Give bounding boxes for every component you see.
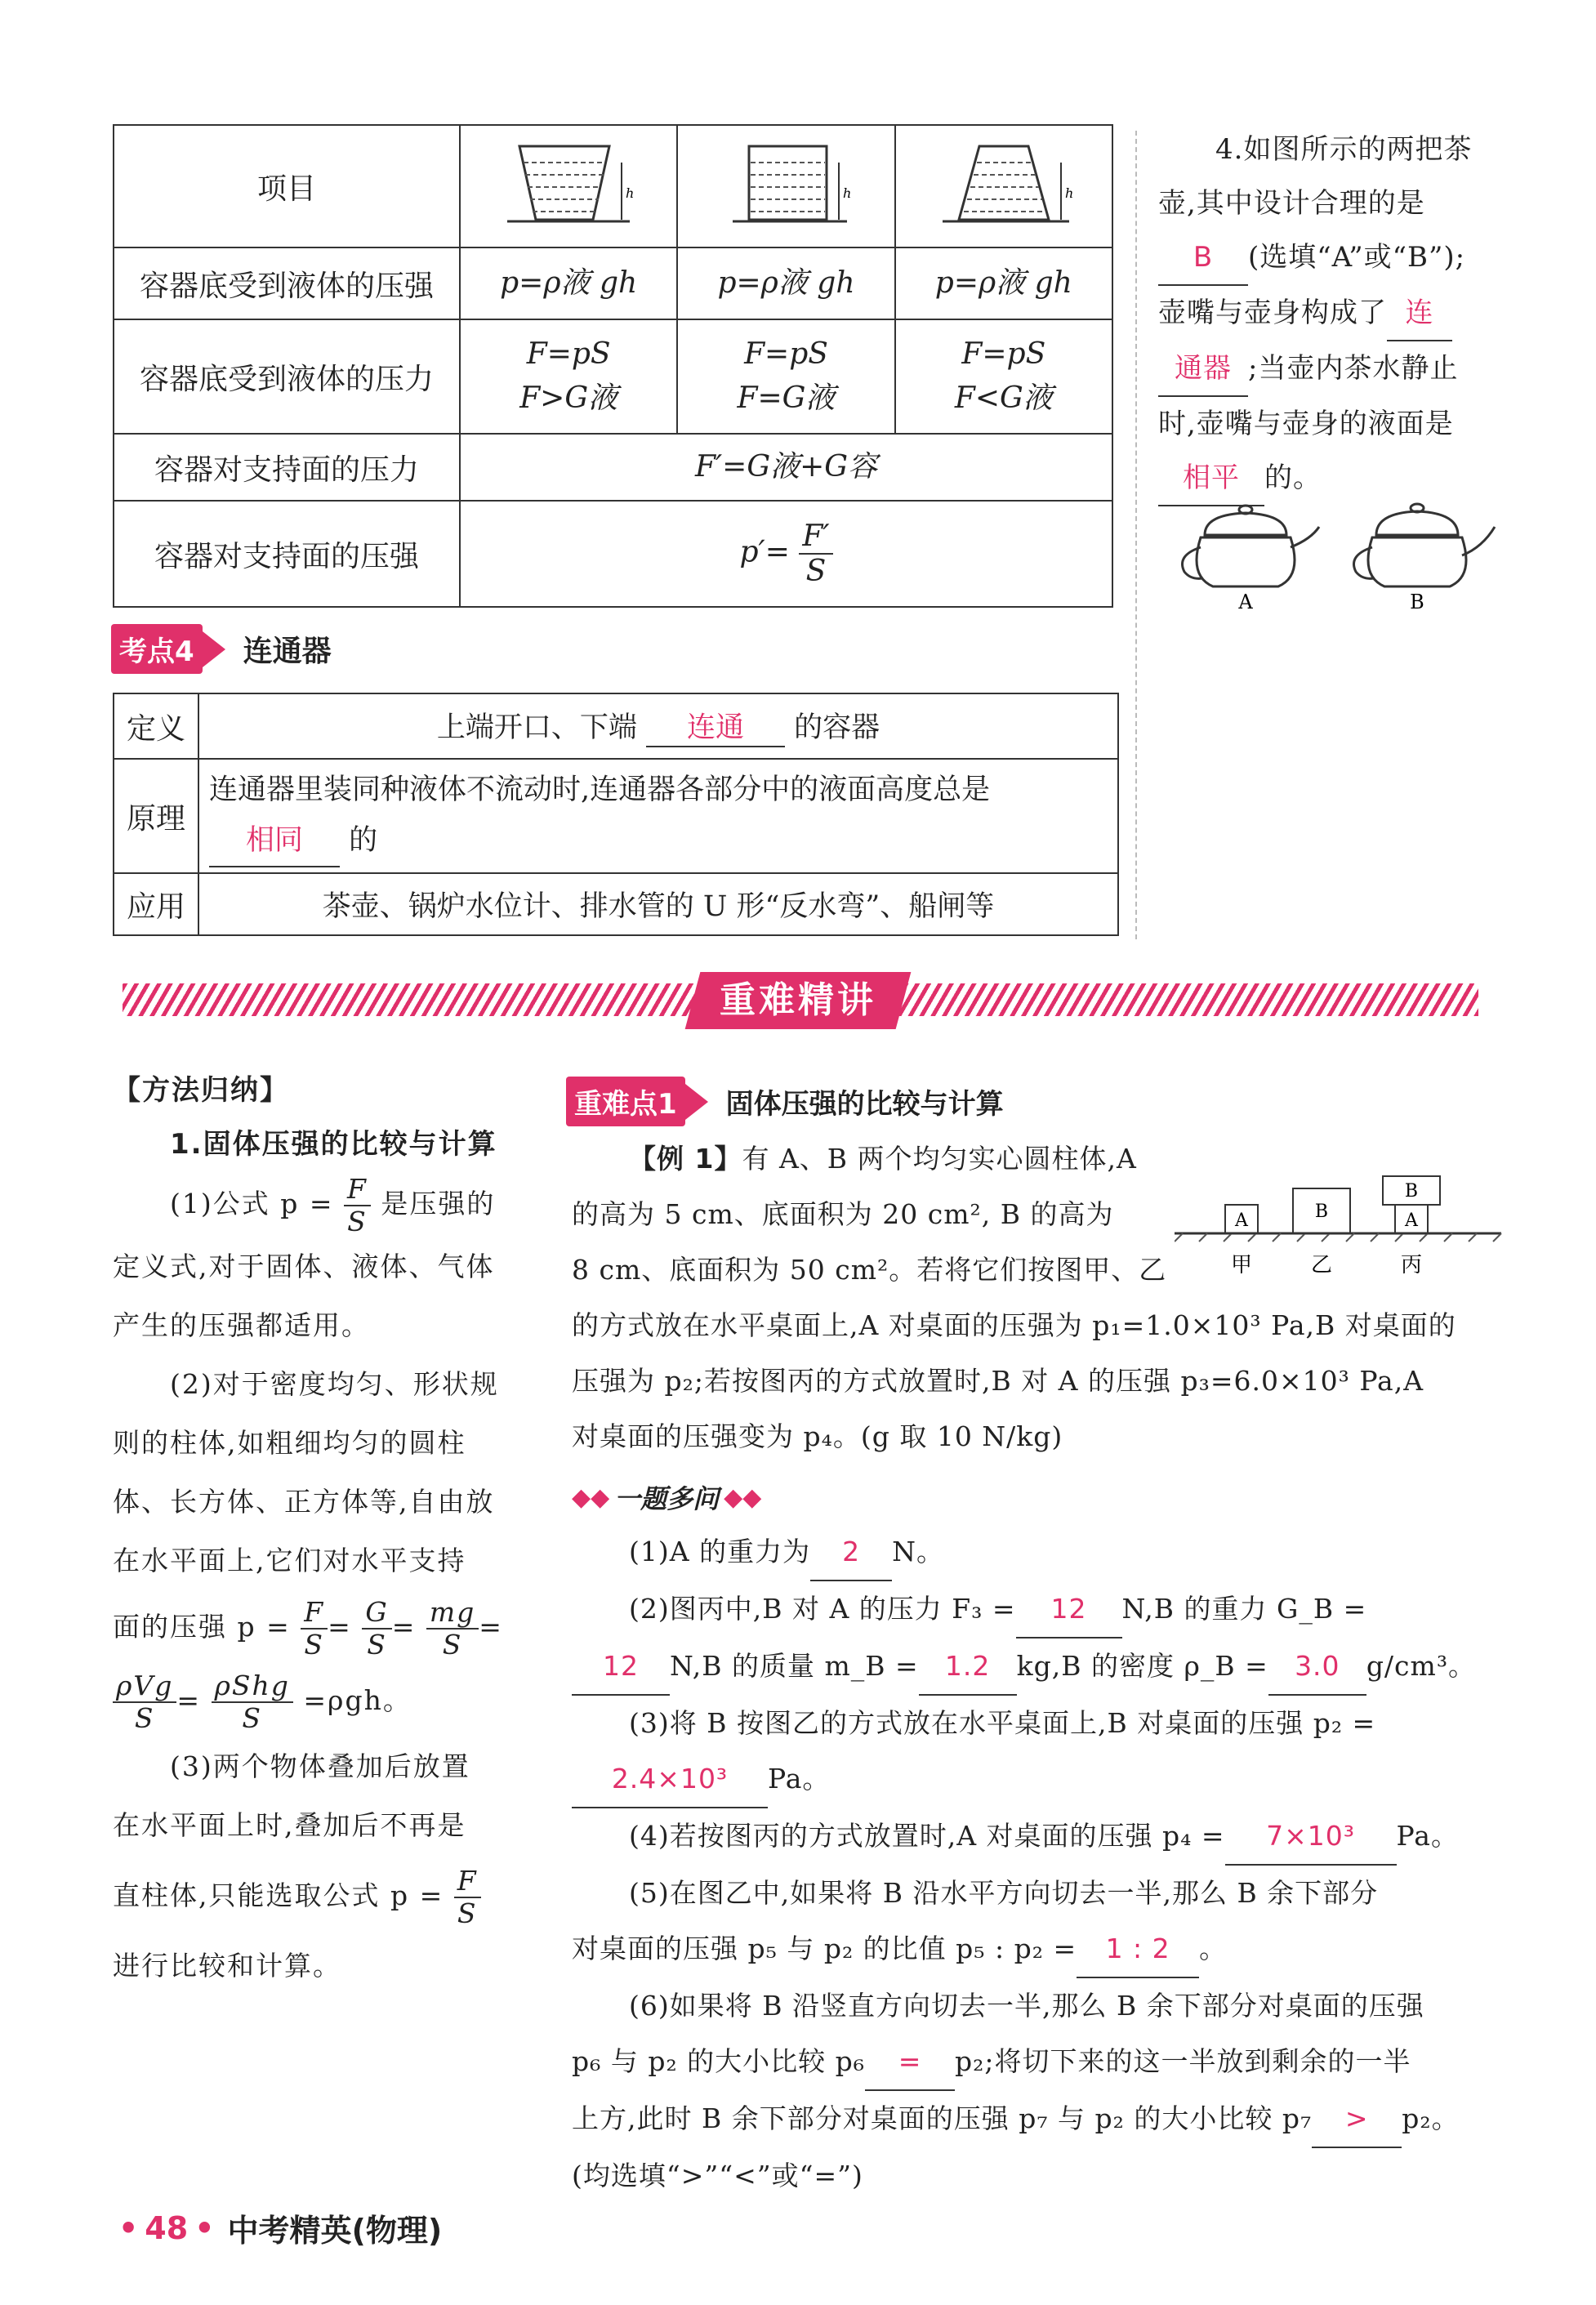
q-line: (6)如果将 B 沿竖直方向切去一半,那么 B 余下部分对桌面的压强 [629, 1990, 1424, 2022]
q-line [572, 1921, 1511, 1978]
q-line: (5)在图乙中,如果将 B 沿水平方向切去一半,那么 B 余下部分 [629, 1877, 1379, 1909]
fraction-den: S [442, 1628, 463, 1661]
q-text: g/cm³。 [1366, 1650, 1477, 1682]
q4-line [1158, 341, 1518, 397]
fraction-den: S [347, 1205, 368, 1237]
container-diagram-2 [692, 134, 880, 232]
q-text: N,B 的质量 m_B = [670, 1650, 919, 1682]
formula-line: F>G液 [519, 381, 618, 415]
q-text: N,B 的重力 G_B = [1121, 1593, 1367, 1625]
formula-line: F=pS [526, 337, 611, 371]
answer-blank: 1 : 2 [1077, 1921, 1199, 1978]
fraction-den: S [242, 1701, 262, 1734]
example-line: 8 cm、底面积为 50 cm²。若将它们按图甲、乙 [572, 1254, 1167, 1286]
answer-blank: 12 [572, 1638, 670, 1696]
cell-formula-pair [677, 319, 894, 434]
example-line [572, 1131, 1184, 1187]
answer-blank: 相平 [1158, 451, 1264, 506]
method-line: 在水平面上,它们对水平支持 [113, 1544, 466, 1576]
answer-blank: 1.2 [919, 1638, 1017, 1696]
cell-formula: p=ρ液 gh [460, 247, 677, 319]
answer-blank: 3.0 [1268, 1638, 1366, 1696]
application-cell: 茶壶、锅炉水位计、排水管的 U 形“反水弯”、船闸等 [198, 873, 1118, 935]
fraction-num: G [362, 1597, 391, 1630]
container-diagram-3 [910, 134, 1098, 232]
formula-lhs: p′= [739, 535, 790, 568]
q-line [572, 1581, 1511, 1638]
example-line: 的方式放在水平桌面上,A 对桌面的压强为 p₁=1.0×10³ Pa,B 对桌面的 [572, 1309, 1456, 1341]
fraction-num: F′ [799, 519, 832, 555]
method-line: (3)两个物体叠加后放置 [170, 1750, 470, 1782]
answer-blank: 12 [1016, 1581, 1122, 1638]
fraction [799, 519, 832, 589]
container-narrow-top-diagram [895, 125, 1112, 247]
kaodian-tag: 考点4 [111, 624, 203, 674]
row-key-application: 应用 [114, 873, 198, 935]
answer-blank: 相同 [209, 815, 340, 867]
formula-line: F=pS [961, 337, 1046, 371]
method-text: 面的压强 p = [113, 1610, 291, 1643]
example-line: 压强为 p₂;若按图丙的方式放置时,B 对 A 的压强 p₃=6.0×10³ Pa,A [572, 1365, 1424, 1397]
answer-blank: 2 [810, 1524, 892, 1581]
banner-title [685, 972, 912, 1029]
connector-table [113, 693, 1119, 936]
yiti-title: 一题多问 [614, 1483, 720, 1514]
kaodian-heading [111, 624, 332, 674]
answer-blank: B [1158, 230, 1248, 286]
method-text: 直柱体,只能选取公式 p = [113, 1879, 444, 1911]
answer-blank: 7×10³ [1225, 1808, 1397, 1866]
q4-line: 时,壶嘴与壶身的液面是 [1158, 408, 1454, 440]
fraction-den: S [134, 1701, 155, 1734]
q-line [572, 2034, 1511, 2091]
q4-text: (选填“A”或“B”); [1248, 241, 1466, 274]
book-title: 中考精英(物理) [227, 2213, 443, 2249]
block-label: B [1314, 1202, 1329, 1222]
column-divider [1135, 131, 1137, 939]
diamond-icon: ◆◆ [724, 1482, 762, 1512]
q-line: (3)将 B 按图乙的方式放在水平桌面上,B 对桌面的压强 p₂ = [629, 1707, 1376, 1739]
method-line [113, 1855, 546, 1937]
method-line: (2)对于密度均匀、形状规 [170, 1367, 499, 1400]
q-text: (4)若按图丙的方式放置时,A 对桌面的压强 p₄ = [629, 1820, 1225, 1852]
q4-text: 壶嘴与壶身构成了 [1158, 296, 1387, 329]
fraction-den: S [367, 1628, 387, 1661]
answer-blank: 连 [1387, 286, 1452, 341]
row-key-principle: 原理 [114, 759, 198, 873]
method-line: 体、长方体、正方体等,自由放 [113, 1485, 495, 1518]
cell-formula: p=ρ液 gh [677, 247, 894, 319]
q4-text: ;当壶内茶水静止 [1248, 352, 1459, 385]
definition-text: 上端开口、下端 [436, 711, 637, 744]
row-label-bottom-force: 容器底受到液体的压力 [114, 319, 460, 434]
table-header-item: 项目 [114, 125, 460, 247]
sub-questions [572, 1524, 1511, 2204]
figure-label: 甲 [1230, 1253, 1253, 1277]
q-line [572, 2091, 1511, 2148]
q-line: (均选填“>”“<”或“=”) [572, 2160, 863, 2191]
q4-text: 的。 [1264, 461, 1322, 494]
method-line [113, 1174, 546, 1237]
method-line: 定义式,对于固体、液体、气体 [113, 1250, 495, 1282]
bullet-icon: • [194, 2209, 215, 2246]
q-text: 上方,此时 B 余下部分对桌面的压强 p₇ 与 p₂ 的大小比较 p₇ [572, 2102, 1313, 2134]
q-text: Pa。 [1396, 1820, 1459, 1852]
page-footer [118, 2205, 442, 2250]
q-line [572, 1638, 1511, 1696]
q4-line: 壶,其中设计合理的是 [1158, 187, 1425, 220]
method-line: $\frac{\text{ρVg}}{S}$ = $\frac{\text{ρShg}}{S}$ =ρgh。 [113, 1664, 546, 1737]
fraction-num: ρShg [212, 1670, 293, 1703]
bullet-icon: • [118, 2209, 139, 2246]
figure-label: 乙 [1310, 1253, 1333, 1277]
fraction [454, 1866, 481, 1929]
block-label: A [1405, 1210, 1418, 1231]
container-pressure-table [113, 124, 1113, 608]
container-straight-diagram [677, 125, 894, 247]
container-diagram-1 [475, 134, 662, 232]
svg-text:h: h [843, 185, 852, 201]
q-text: kg,B 的密度 ρ_B = [1016, 1650, 1268, 1682]
answer-blank: 通器 [1158, 341, 1248, 397]
arrow-icon [203, 631, 225, 667]
q-line [572, 1524, 1511, 1581]
row-label-bottom-pressure: 容器底受到液体的压强 [114, 247, 460, 319]
teapot-b-icon [1354, 504, 1496, 586]
fraction [426, 1597, 479, 1661]
fraction [344, 1174, 371, 1237]
method-line: 则的柱体,如粗细均匀的圆柱 [113, 1426, 466, 1459]
fraction [362, 1597, 391, 1661]
method-line: 进行比较和计算。 [113, 1949, 341, 1982]
q-text: p₂。 [1402, 2102, 1460, 2134]
cell-formula-fraction [460, 501, 1112, 607]
cell-formula: p=ρ液 gh [895, 247, 1112, 319]
principle-cell [198, 759, 1118, 873]
method-title: 【方法归纳】 [113, 1074, 289, 1107]
fraction [301, 1597, 328, 1661]
cell-formula-pair [460, 319, 677, 434]
teapot-a-icon [1183, 506, 1320, 586]
method-line: 面的压强 p = $\frac{F}{S}$ = $\frac{G}{S}$ = $\frac{mg}{S}$ = [113, 1595, 503, 1661]
example-text: 有 A、B 两个均匀实心圆柱体,A [742, 1143, 1137, 1175]
answer-blank: > [1312, 2091, 1402, 2148]
fraction-num: ρVg [113, 1670, 176, 1703]
method-line: 在水平面上时,叠加后不再是 [113, 1808, 466, 1841]
fraction [212, 1670, 293, 1734]
example-lead: 【例 1】 [629, 1143, 742, 1175]
question-4 [1158, 123, 1518, 506]
arrow-icon [685, 1084, 708, 1120]
page-number: 48 [145, 2209, 189, 2246]
answer-blank: 2.4×10³ [572, 1751, 768, 1808]
q-text: (2)图丙中,B 对 A 的压力 F₃ = [629, 1593, 1016, 1625]
formula-line: F=G液 [737, 381, 836, 415]
zhongnan-tag: 重难点1 [566, 1077, 685, 1126]
definition-text: 的容器 [794, 711, 880, 744]
svg-text:h: h [1064, 185, 1074, 201]
q-line [572, 1751, 1511, 1808]
answer-blank: = [865, 2034, 955, 2091]
q-text: p₂;将切下来的这一半放到剩余的一半 [955, 2045, 1411, 2077]
method-heading: 1.固体压强的比较与计算 [170, 1128, 497, 1161]
method-text: =ρgh。 [303, 1683, 412, 1716]
kaodian-title: 连通器 [243, 635, 332, 668]
teapot-a-label: A [1238, 591, 1253, 613]
principle-text: 的 [349, 824, 378, 857]
banner-text: 重难精讲 [720, 979, 876, 1021]
fraction-num: F [454, 1866, 481, 1898]
cell-formula: F′=G液+G容 [460, 434, 1112, 501]
method-summary [113, 1066, 546, 1995]
row-key-definition: 定义 [114, 693, 198, 759]
svg-text:h: h [626, 185, 635, 201]
formula-line: F=pS [744, 337, 828, 371]
block-label: A [1235, 1210, 1248, 1231]
q-text: p₆ 与 p₂ 的大小比较 p₆ [572, 2045, 866, 2077]
q4-line [1158, 230, 1518, 286]
teapot-b-label: B [1410, 591, 1424, 613]
fraction-num: mg [426, 1597, 479, 1630]
method-text: 是压强的 [381, 1187, 496, 1219]
container-wide-top-diagram [460, 125, 677, 247]
fraction-den: S [457, 1897, 478, 1929]
q-line [572, 1808, 1511, 1866]
row-label-support-pressure: 容器对支持面的压强 [114, 501, 460, 607]
zhongnan-title: 固体压强的比较与计算 [725, 1088, 1004, 1121]
cell-formula-pair [895, 319, 1112, 434]
block-label: B [1404, 1181, 1419, 1202]
fraction-num: F [301, 1597, 328, 1630]
q4-line [1158, 286, 1518, 341]
q-text: Pa。 [768, 1763, 831, 1795]
principle-text: 连通器里装同种液体不流动时,连通器各部分中的液面高度总是 [209, 774, 991, 806]
row-label-support-force: 容器对支持面的压力 [114, 434, 460, 501]
q-text: N。 [892, 1536, 944, 1567]
example-figure [1175, 1139, 1509, 1286]
yiti-heading [572, 1478, 761, 1516]
q-text: 。 [1199, 1933, 1228, 1964]
diamond-icon: ◆◆ [572, 1482, 610, 1512]
zhongnan-heading [566, 1077, 1004, 1126]
teapots-figure [1168, 490, 1503, 613]
formula-line: F<G液 [954, 381, 1053, 415]
q-text: (1)A 的重力为 [629, 1536, 811, 1567]
method-line: 产生的压强都适用。 [113, 1309, 370, 1341]
fraction-den: S [304, 1628, 325, 1661]
q-text: 对桌面的压强 p₅ 与 p₂ 的比值 p₅ : p₂ = [572, 1933, 1077, 1964]
q4-line: 4.如图所示的两把茶 [1215, 133, 1473, 166]
definition-cell [198, 693, 1118, 759]
fraction-den: S [805, 555, 827, 588]
fraction-num: F [344, 1174, 371, 1206]
fraction [113, 1670, 176, 1734]
figure-label: 丙 [1400, 1253, 1423, 1277]
example-line: 的高为 5 cm、底面积为 20 cm², B 的高为 [572, 1198, 1114, 1230]
method-text: (1)公式 p = [170, 1187, 334, 1219]
answer-blank: 连通 [646, 705, 785, 747]
example-line: 对桌面的压强变为 p₄。(g 取 10 N/kg) [572, 1420, 1063, 1452]
